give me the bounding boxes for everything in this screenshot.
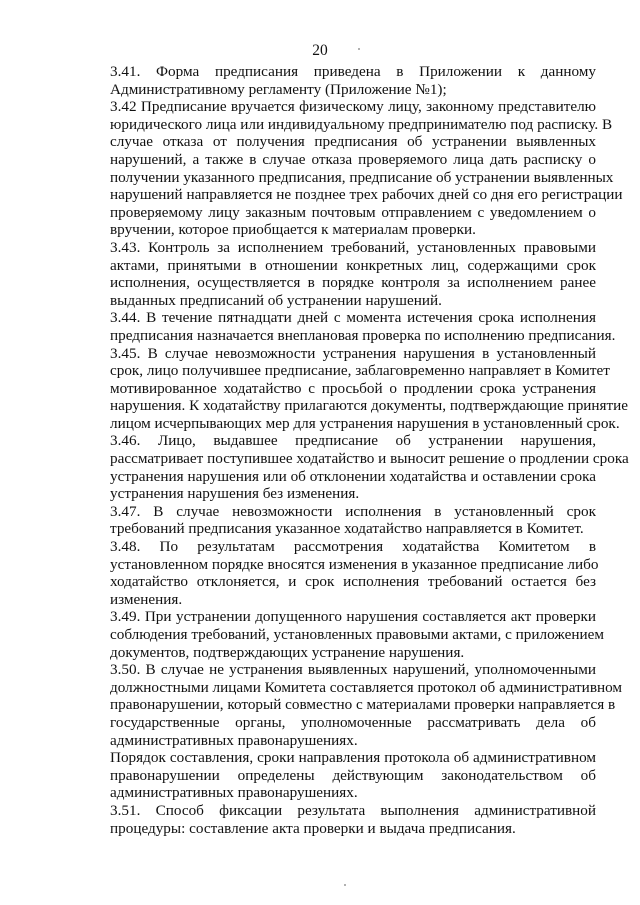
text-line: Порядок составления, сроки направления протокола об административном bbox=[110, 749, 596, 767]
text-line: 3.46. Лицо, выдавшее предписание об устранении нарушения, bbox=[110, 432, 596, 450]
text-line: исполнения, осуществляется в порядке контроля за исполнением ранее bbox=[110, 274, 596, 292]
text-line: соблюдения требований, установленных правовыми актами, с приложением bbox=[110, 626, 604, 643]
document-body bbox=[82, 63, 629, 837]
page-number: 20 bbox=[312, 42, 328, 59]
paragraph-3-48 bbox=[82, 538, 599, 608]
text-line: предписания назначается внеплановая проверка по исполнению предписания. bbox=[110, 326, 616, 344]
paragraph-3-43 bbox=[82, 239, 596, 309]
text-line: документов, подтверждающих устранение нарушения. bbox=[110, 643, 465, 661]
paragraph-3-50 bbox=[82, 661, 623, 749]
text-line: проверяемому лицу заказным почтовым отправлением с уведомлением о bbox=[110, 203, 596, 221]
text-line: должностными лицами Комитета составляется протокол об административном bbox=[110, 678, 623, 696]
text-line: административных правонарушениях. bbox=[110, 731, 358, 749]
text-line: 3.49. При устранении допущенного нарушения составляется акт проверки bbox=[110, 608, 596, 626]
text-line: административных правонарушениях. bbox=[110, 784, 358, 802]
text-line: лицом исчерпывающих мер для устранения нарушения в установленный срок. bbox=[110, 414, 620, 432]
text-line: правонарушении, который совместно с материалами проверки направляется в bbox=[110, 696, 616, 714]
text-line: рассматривает поступившее ходатайство и выносит решение о продлении срока bbox=[110, 450, 629, 468]
text-line: 3.48. По результатам рассмотрения ходатайства Комитетом в bbox=[110, 538, 596, 556]
text-line: 3.47. В случае невозможности исполнения в установленный срок bbox=[110, 502, 596, 520]
text-line: 3.50. В случае не устранения выявленных нарушений, уполномоченными bbox=[110, 661, 596, 679]
text-line: устранения нарушения или об отклонении ходатайства и оставлении срока bbox=[110, 467, 596, 485]
text-line: процедуры: составление акта проверки и выдача предписания. bbox=[110, 819, 516, 837]
text-line: Административному регламенту (Приложение №1); bbox=[110, 80, 447, 98]
text-line: получении указанного предписания, предписание об устранении выявленных bbox=[110, 168, 614, 186]
text-line: 3.41. Форма предписания приведена в Приложении к данному bbox=[110, 63, 596, 80]
paragraph-3-51 bbox=[82, 802, 596, 837]
text-line: ходатайство отклоняется, и срок исполнения требований остается без bbox=[110, 573, 596, 591]
text-line: 3.44. В течение пятнадцати дней с момента истечения срока исполнения bbox=[110, 309, 596, 327]
paragraph-3-41 bbox=[82, 63, 596, 98]
text-line: нарушений, а также в случае отказа проверяемого лица дать расписку о bbox=[110, 150, 596, 168]
text-line: нарушения. К ходатайству прилагаются документы, подтверждающие принятие bbox=[110, 397, 629, 415]
text-line: нарушений направляется не позднее трех рабочих дней со дня его регистрации bbox=[110, 186, 623, 204]
text-line: требований предписания указанное ходатайство направляется в Комитет. bbox=[110, 520, 584, 538]
text-line: 3.45. В случае невозможности устранения нарушения в установленный bbox=[110, 344, 596, 362]
text-line: юридического лица или индивидуальному предпринимателю под расписку. В bbox=[110, 115, 613, 133]
text-line: государственные органы, уполномоченные рассматривать дела об bbox=[110, 713, 596, 731]
scan-speck bbox=[344, 884, 346, 886]
text-line: случае отказа от получения предписания об устранении выявленных bbox=[110, 133, 596, 151]
text-line: 3.42 Предписание вручается физическому лицу, законному представителю bbox=[110, 98, 596, 116]
paragraph-3-47 bbox=[82, 503, 596, 538]
text-line: устранения нарушения без изменения. bbox=[110, 485, 360, 503]
text-line: 3.43. Контроль за исполнением требований, установленных правовыми bbox=[110, 238, 596, 256]
text-line: изменения. bbox=[110, 590, 183, 608]
paragraph-procedure bbox=[82, 749, 596, 802]
text-line: срок, лицо получившее предписание, заблаговременно направляет в Комитет bbox=[110, 362, 610, 380]
text-line: установленном порядке вносятся изменения в указанное предписание либо bbox=[110, 555, 599, 573]
paragraph-3-44 bbox=[82, 309, 616, 344]
paragraph-3-46 bbox=[82, 432, 629, 503]
text-line: правонарушении определены действующим законодательством об bbox=[110, 766, 596, 784]
paragraph-3-42 bbox=[82, 98, 623, 239]
text-line: 3.51. Способ фиксации результата выполнения административной bbox=[110, 801, 596, 819]
paragraph-3-45 bbox=[82, 344, 629, 433]
text-line: мотивированное ходатайство с просьбой о продлении срока устранения bbox=[110, 379, 596, 397]
paragraph-3-49 bbox=[82, 608, 604, 661]
scan-speck bbox=[358, 48, 360, 50]
text-line: вручении, которое приобщается к материалам проверки. bbox=[110, 221, 476, 239]
text-line: выданных предписаний об устранении нарушений. bbox=[110, 291, 442, 309]
text-line: актами, принятыми в отношении конкретных лиц, содержащими срок bbox=[110, 256, 596, 274]
